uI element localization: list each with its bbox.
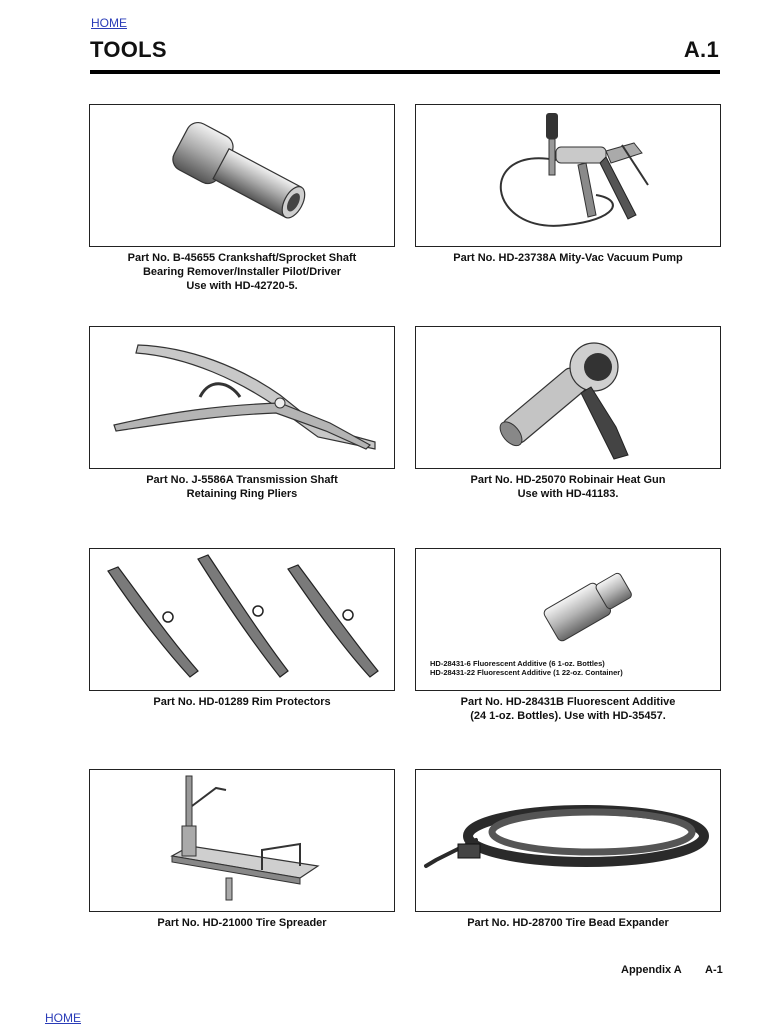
tool-caption: [89, 251, 395, 293]
tool-figure-pilot-driver: [89, 104, 395, 247]
inset-note: HD-28431-6 Fluorescent Additive (6 1-oz. Bottles): [430, 659, 605, 668]
tool-figure-tire-bead-expander: [415, 769, 721, 912]
heat-gun-tool-image: [416, 327, 721, 469]
tool-figure-tire-spreader: [89, 769, 395, 912]
caption-line: Part No. HD-28700 Tire Bead Expander: [467, 917, 669, 929]
tool-caption: [89, 473, 395, 501]
tire-spreader-tool-image: [90, 770, 395, 912]
caption-line: Use with HD-42720-5.: [186, 280, 298, 292]
vacuum-pump-tool-image: [416, 105, 721, 247]
caption-line: Use with HD-41183.: [517, 488, 619, 500]
caption-line: Part No. J-5586A Transmission Shaft: [146, 474, 338, 486]
tool-caption: [89, 916, 395, 930]
caption-line: Part No. HD-28431B Fluorescent Additive: [460, 696, 676, 708]
caption-line: Part No. HD-21000 Tire Spreader: [157, 917, 327, 929]
caption-line: Part No. HD-23738A Mity-Vac Vacuum Pump: [453, 252, 683, 264]
tool-figure-rim-protectors: [89, 548, 395, 691]
tool-caption: [415, 695, 721, 723]
caption-line: Part No. HD-25070 Robinair Heat Gun: [470, 474, 666, 486]
home-link-bottom[interactable]: HOME: [45, 1011, 81, 1025]
ring-pliers-tool-image: [90, 327, 395, 469]
home-link-top[interactable]: HOME: [91, 16, 127, 30]
caption-line: Retaining Ring Pliers: [186, 488, 298, 500]
tool-caption: [415, 251, 721, 265]
caption-line: Bearing Remover/Installer Pilot/Driver: [142, 266, 342, 278]
tool-figure-fluorescent-additive: [415, 548, 721, 691]
caption-line: Part No. B-45655 Crankshaft/Sprocket Shaft: [127, 252, 357, 264]
tool-caption: [89, 695, 395, 709]
caption-line: (24 1-oz. Bottles). Use with HD-35457.: [470, 710, 666, 722]
tool-caption: [415, 473, 721, 501]
rim-protectors-tool-image: [90, 549, 395, 691]
caption-line: Part No. HD-01289 Rim Protectors: [153, 696, 331, 708]
footer-appendix: Appendix A: [621, 964, 682, 976]
page-title: TOOLS: [90, 37, 167, 62]
section-number: A.1: [683, 37, 719, 62]
tool-figure-vacuum-pump: [415, 104, 721, 247]
tool-figure-ring-pliers: [89, 326, 395, 469]
header-rule: [90, 70, 720, 74]
inset-note: HD-28431-22 Fluorescent Additive (1 22-oz. Container): [430, 668, 623, 677]
tool-figure-heat-gun: [415, 326, 721, 469]
footer-page-number: A-1: [705, 964, 723, 976]
tire-bead-expander-tool-image: [416, 770, 721, 912]
pilot-driver-tool-image: [90, 105, 395, 247]
tool-caption: [415, 916, 721, 930]
